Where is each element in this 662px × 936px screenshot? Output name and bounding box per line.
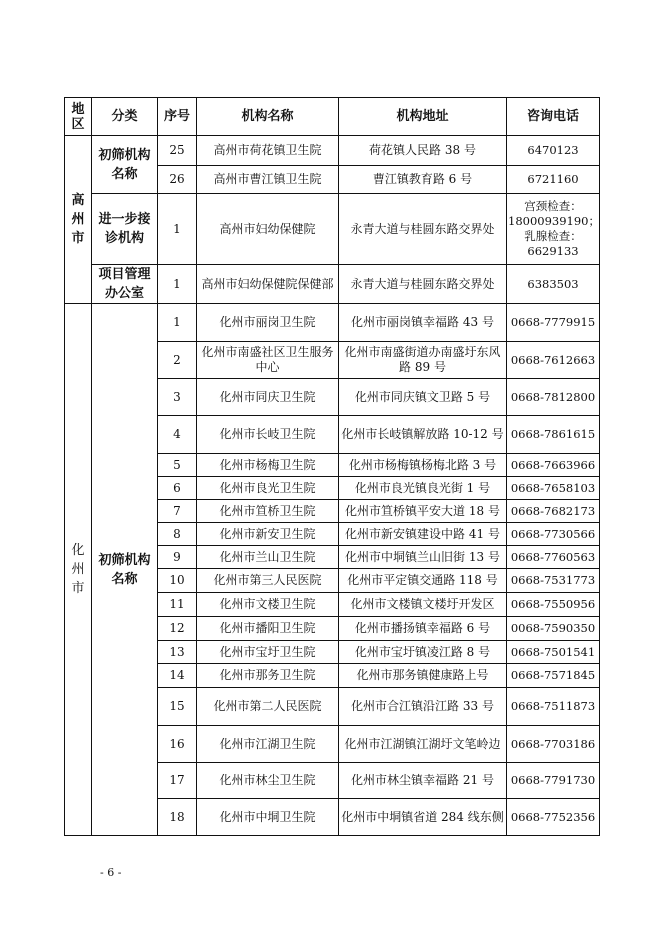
institution-name: 化州市文楼卫生院: [197, 593, 339, 617]
row-number: 13: [158, 641, 197, 664]
row-number: 26: [158, 166, 197, 194]
region-cell: 化州市: [65, 304, 92, 836]
institution-address: 化州市长岐镇解放路 10-12 号: [339, 416, 507, 454]
institution-name: 化州市宝圩卫生院: [197, 641, 339, 664]
institution-name: 化州市同庆卫生院: [197, 379, 339, 416]
institution-name: 化州市第三人民医院: [197, 569, 339, 593]
institution-name: 化州市杨梅卫生院: [197, 454, 339, 477]
phone-number: 0668-7658103: [507, 477, 600, 500]
institution-address: 化州市那务镇健康路上号: [339, 664, 507, 688]
header-category: 分类: [92, 98, 158, 136]
row-number: 4: [158, 416, 197, 454]
phone-number: 0668-7612663: [507, 342, 600, 379]
row-number: 15: [158, 688, 197, 726]
institution-name: 化州市兰山卫生院: [197, 546, 339, 569]
institution-address: 化州市中垌镇省道 284 线东侧: [339, 799, 507, 836]
row-number: 10: [158, 569, 197, 593]
phone-number: 0668-7663966: [507, 454, 600, 477]
institution-name: 化州市江湖卫生院: [197, 726, 339, 763]
row-number: 3: [158, 379, 197, 416]
institution-address: 化州市宝圩镇凌江路 8 号: [339, 641, 507, 664]
institution-name: 化州市南盛社区卫生服务中心: [197, 342, 339, 379]
institution-name: 化州市新安卫生院: [197, 523, 339, 546]
table-header-row: [65, 98, 600, 136]
phone-number: 0668-7779915: [507, 304, 600, 342]
institution-address: 化州市丽岗镇幸福路 43 号: [339, 304, 507, 342]
institution-address: 化州市中垌镇兰山旧街 13 号: [339, 546, 507, 569]
institution-address: 化州市江湖镇江湖圩文笔岭边: [339, 726, 507, 763]
institution-address: 化州市良光镇良光街 1 号: [339, 477, 507, 500]
row-number: 18: [158, 799, 197, 836]
institution-address: 永青大道与桂圆东路交界处: [339, 265, 507, 304]
table-row: [65, 136, 600, 166]
institution-name: 高州市妇幼保健院保健部: [197, 265, 339, 304]
table-row: [65, 194, 600, 265]
row-number: 9: [158, 546, 197, 569]
phone-number: 宫颈检查：18000939190；乳腺检查：6629133: [507, 194, 600, 265]
header-name: 机构名称: [197, 98, 339, 136]
institution-name: 化州市笪桥卫生院: [197, 500, 339, 523]
institution-name: 化州市那务卫生院: [197, 664, 339, 688]
institution-address: 化州市林尘镇幸福路 21 号: [339, 763, 507, 799]
row-number: 1: [158, 304, 197, 342]
institution-name: 化州市第二人民医院: [197, 688, 339, 726]
institution-name: 化州市丽岗卫生院: [197, 304, 339, 342]
institution-name: 化州市中垌卫生院: [197, 799, 339, 836]
phone-number: 0668-7752356: [507, 799, 600, 836]
phone-number: 0068-7590350: [507, 617, 600, 641]
institution-address: 化州市播扬镇幸福路 6 号: [339, 617, 507, 641]
row-number: 1: [158, 194, 197, 265]
phone-number: 0668-7501541: [507, 641, 600, 664]
table-row: [65, 304, 600, 342]
phone-number: 0668-7531773: [507, 569, 600, 593]
row-number: 16: [158, 726, 197, 763]
institution-name: 高州市荷花镇卫生院: [197, 136, 339, 166]
phone-number: 6721160: [507, 166, 600, 194]
phone-number: 0668-7861615: [507, 416, 600, 454]
category-cell: 初筛机构名称: [92, 136, 158, 194]
institution-name: 化州市良光卫生院: [197, 477, 339, 500]
institution-address: 化州市南盛街道办南盛圩东风路 89 号: [339, 342, 507, 379]
row-number: 25: [158, 136, 197, 166]
row-number: 1: [158, 265, 197, 304]
institution-address: 化州市新安镇建设中路 41 号: [339, 523, 507, 546]
institution-table: [64, 97, 600, 836]
table-row: [65, 265, 600, 304]
category-cell: 项目管理办公室: [92, 265, 158, 304]
header-phone: 咨询电话: [507, 98, 600, 136]
row-number: 5: [158, 454, 197, 477]
phone-number: 0668-7791730: [507, 763, 600, 799]
category-cell: 进一步接诊机构: [92, 194, 158, 265]
header-region: 地区: [65, 98, 92, 136]
phone-number: 0668-7511873: [507, 688, 600, 726]
institution-address: 曹江镇教育路 6 号: [339, 166, 507, 194]
phone-number: 6383503: [507, 265, 600, 304]
page-number: - 6 -: [100, 866, 122, 879]
institution-address: 化州市杨梅镇杨梅北路 3 号: [339, 454, 507, 477]
header-address: 机构地址: [339, 98, 507, 136]
category-cell: 初筛机构名称: [92, 304, 158, 836]
phone-number: 0668-7812800: [507, 379, 600, 416]
row-number: 12: [158, 617, 197, 641]
institution-name: 高州市妇幼保健院: [197, 194, 339, 265]
row-number: 17: [158, 763, 197, 799]
phone-number: 0668-7550956: [507, 593, 600, 617]
row-number: 8: [158, 523, 197, 546]
phone-number: 0668-7703186: [507, 726, 600, 763]
phone-number: 0668-7760563: [507, 546, 600, 569]
institution-name: 化州市播阳卫生院: [197, 617, 339, 641]
institution-address: 化州市合江镇沿江路 33 号: [339, 688, 507, 726]
institution-address: 化州市同庆镇文卫路 5 号: [339, 379, 507, 416]
institution-address: 化州市文楼镇文楼圩开发区: [339, 593, 507, 617]
phone-number: 0668-7730566: [507, 523, 600, 546]
institution-address: 荷花镇人民路 38 号: [339, 136, 507, 166]
row-number: 14: [158, 664, 197, 688]
institution-address: 永青大道与桂圆东路交界处: [339, 194, 507, 265]
phone-number: 0668-7571845: [507, 664, 600, 688]
institution-name: 化州市林尘卫生院: [197, 763, 339, 799]
row-number: 2: [158, 342, 197, 379]
institution-address: 化州市平定镇交通路 118 号: [339, 569, 507, 593]
row-number: 11: [158, 593, 197, 617]
row-number: 7: [158, 500, 197, 523]
institution-name: 化州市长岐卫生院: [197, 416, 339, 454]
institution-address: 化州市笪桥镇平安大道 18 号: [339, 500, 507, 523]
header-no: 序号: [158, 98, 197, 136]
region-cell: 高州市: [65, 136, 92, 304]
phone-number: 0668-7682173: [507, 500, 600, 523]
phone-number: 6470123: [507, 136, 600, 166]
row-number: 6: [158, 477, 197, 500]
institution-name: 高州市曹江镇卫生院: [197, 166, 339, 194]
